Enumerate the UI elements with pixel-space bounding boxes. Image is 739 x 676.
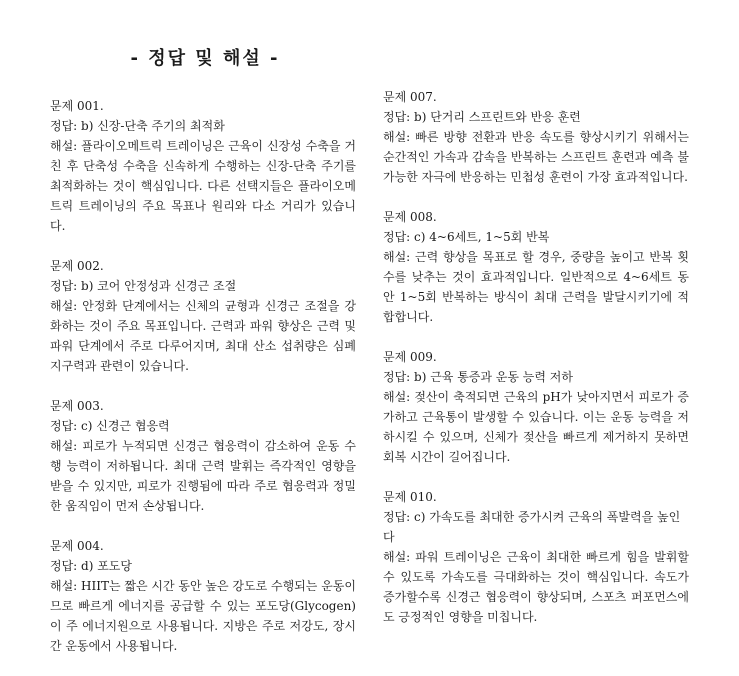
question-block bbox=[383, 207, 689, 327]
explanation-text: 해설: 젖산이 축적되면 근육의 pH가 낮아지면서 피로가 증가하고 근육통이 발생할 수 있습니다. 이는 운동 능력을 저하시킬 수 있으며, 신체가 젖산을 빠르게 제거하지 못하면 회복 시간이 길어집니다. bbox=[383, 390, 689, 464]
explanation-text: 해설: HIIT는 짧은 시간 동안 높은 강도로 수행되는 운동이므로 빠르게 에너지를 공급할 수 있는 포도당(Glycogen)이 주 에너지원으로 사용됩니다. 지방은 주로 저강도, 장시간 운동에서 사용됩니다. bbox=[50, 579, 356, 653]
question-number: 문제 008. bbox=[383, 210, 437, 224]
explanation-text: 해설: 플라이오메트릭 트레이닝은 근육이 신장성 수축을 거친 후 단축성 수축을 신속하게 수행하는 신장-단축 주기를 최적화하는 것이 핵심입니다. 다른 선택지들은 플라이오메트릭 트레이닝의 주요 목표나 원리와 다소 거리가 있습니다. bbox=[50, 139, 356, 233]
page-title: - 정답 및 해설 - bbox=[130, 48, 280, 69]
explanation-text: 해설: 안정화 단계에서는 신체의 균형과 신경근 조절을 강화하는 것이 주요 목표입니다. 근력과 파워 향상은 근력 및 파워 단계에서 주로 다루어지며, 최대 산소 섭취량은 심폐 지구력과 관련이 있습니다. bbox=[50, 299, 356, 373]
question-block bbox=[383, 87, 689, 187]
question-block bbox=[50, 256, 356, 376]
explanation-text: 해설: 빠른 방향 전환과 반응 속도를 향상시키기 위해서는 순간적인 가속과 감속을 반복하는 스프린트 훈련과 예측 불가능한 자극에 반응하는 민첩성 훈련이 가장 효과적입니다. bbox=[383, 130, 689, 184]
question-block bbox=[383, 347, 689, 467]
question-number: 문제 010. bbox=[383, 490, 437, 504]
answer-line: 정답: b) 근육 통증과 운동 능력 저하 bbox=[383, 370, 573, 384]
question-number: 문제 001. bbox=[50, 99, 104, 113]
question-block bbox=[50, 96, 356, 236]
answer-line: 정답: d) 포도당 bbox=[50, 559, 132, 573]
answer-line: 정답: c) 가속도를 최대한 증가시켜 근육의 폭발력을 높인다 bbox=[383, 510, 681, 544]
answer-line: 정답: b) 신장-단축 주기의 최적화 bbox=[50, 119, 225, 133]
explanation-text: 해설: 파워 트레이닝은 근육이 최대한 빠르게 힘을 발휘할 수 있도록 가속도를 극대화하는 것이 핵심입니다. 속도가 증가할수록 신경근 협응력이 향상되며, 스포츠 퍼포먼스에도 긍정적인 영향을 미칩니다. bbox=[383, 550, 689, 624]
question-block bbox=[383, 487, 689, 627]
answer-line: 정답: b) 단거리 스프린트와 반응 훈련 bbox=[383, 110, 581, 124]
answer-line: 정답: c) 4~6세트, 1~5회 반복 bbox=[383, 230, 550, 244]
question-block bbox=[50, 536, 356, 656]
question-block bbox=[50, 396, 356, 516]
right-column bbox=[383, 87, 689, 647]
question-number: 문제 002. bbox=[50, 259, 104, 273]
question-number: 문제 003. bbox=[50, 399, 104, 413]
answer-line: 정답: b) 코어 안정성과 신경근 조절 bbox=[50, 279, 237, 293]
explanation-text: 해설: 피로가 누적되면 신경근 협응력이 감소하여 운동 수행 능력이 저하됩니다. 최대 근력 발휘는 즉각적인 영향을 받을 수 있지만, 피로가 진행됨에 따라 주로 협응력과 정밀한 움직임이 먼저 손상됩니다. bbox=[50, 439, 356, 513]
left-column bbox=[50, 96, 356, 676]
question-number: 문제 009. bbox=[383, 350, 437, 364]
question-number: 문제 007. bbox=[383, 90, 437, 104]
question-number: 문제 004. bbox=[50, 539, 104, 553]
answer-line: 정답: c) 신경근 협응력 bbox=[50, 419, 170, 433]
explanation-text: 해설: 근력 향상을 목표로 할 경우, 중량을 높이고 반복 횟수를 낮추는 것이 효과적입니다. 일반적으로 4~6세트 동안 1~5회 반복하는 방식이 최대 근력을 발달시키기에 적합합니다. bbox=[383, 250, 689, 324]
